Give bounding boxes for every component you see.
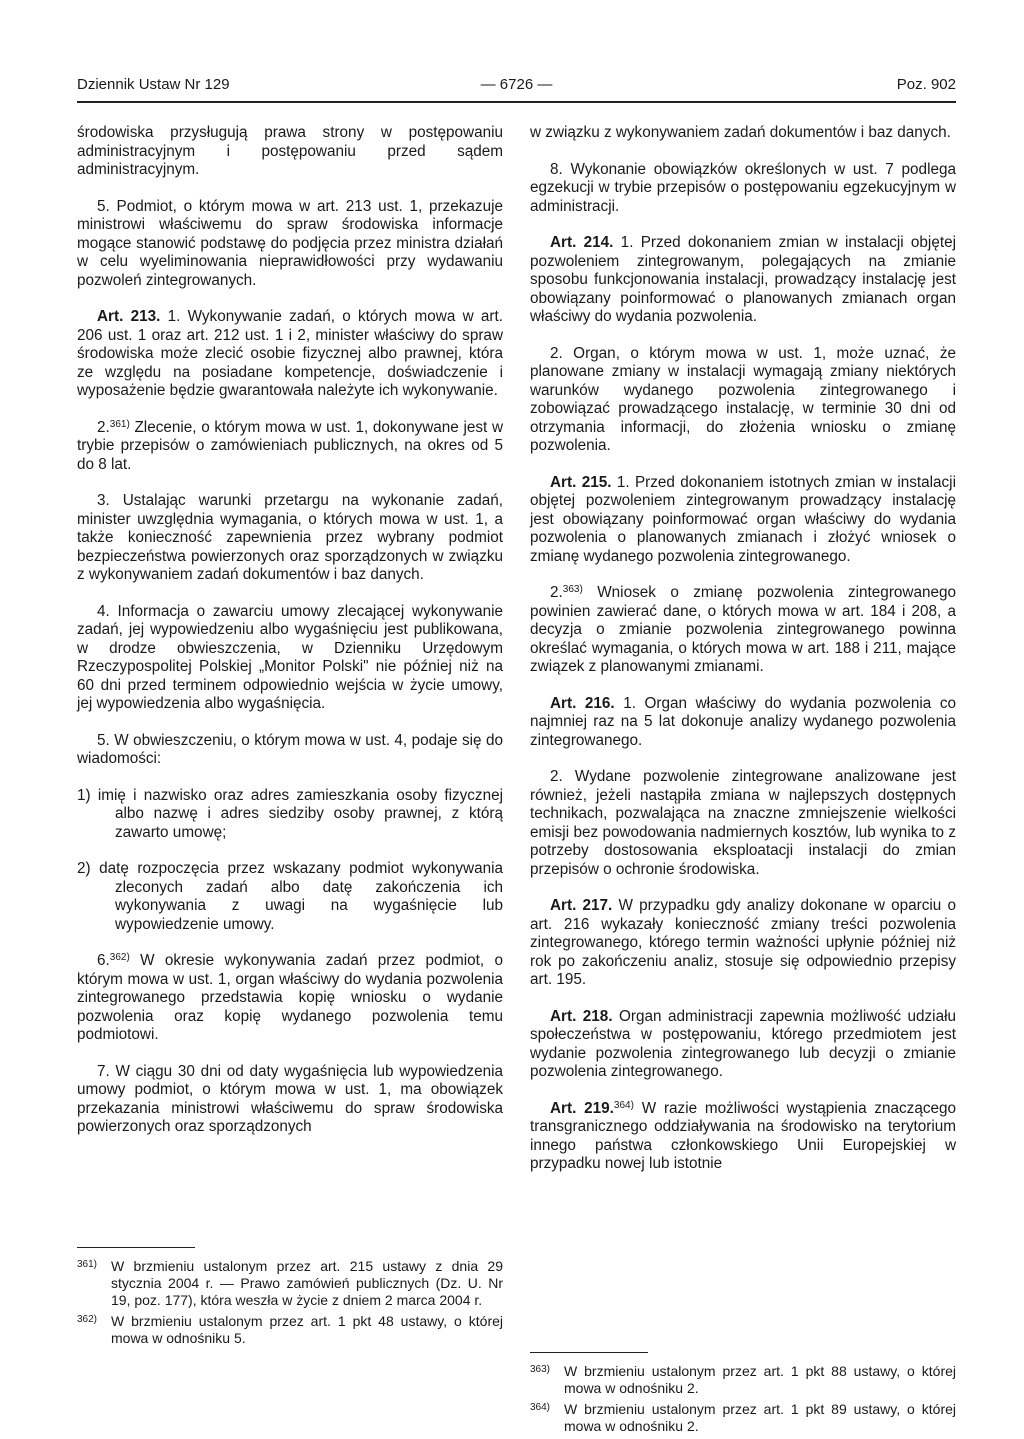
footnote — [77, 1258, 503, 1309]
article-text: 1. Organ właściwy do wydania pozwolenia co najmniej raz na 5 lat dokonuje analizy wydanego pozwolenia zintegrowanego. — [530, 694, 956, 749]
article-214 — [530, 234, 956, 327]
paragraph — [77, 952, 503, 1045]
article-label: Art. 216. — [550, 694, 615, 712]
paragraph: 8. Wykonanie obowiązków określonych w ust. 7 podlega egzekucji w trybie przepisów o postępowaniu egzekucyjnym w administracji. — [530, 160, 956, 215]
journal-title: Dziennik Ustaw Nr 129 — [77, 76, 230, 93]
footnote-ref: 361) — [109, 418, 130, 430]
footnote — [530, 1363, 956, 1397]
paragraph: 2. Organ, o którym mowa w ust. 1, może uznać, że planowane zmiany w instalacji wymagają zmiany niektórych warunków wydanego pozwolenia zintegrowanego i zobowiązać prowadzącego instalację, w terminie 30 dni od otrzymania informacji, do złożenia wniosku o zmianę pozwolenia. — [530, 344, 956, 454]
article-text: W razie możliwości wystąpienia znaczącego transgranicznego oddziaływania na środowisko na terytorium innego państwa członkowskiego Unii Europejskiej w przypadku nowej lub istotnie — [530, 1099, 957, 1172]
paragraph-number: 6. — [97, 952, 110, 969]
paragraph: 2. Wydane pozwolenie zintegrowane analizowane jest również, jeżeli nastąpiła zmiana w najlepszych dostępnych technikach, pozwalająca na znaczne zmniejszenie wielkości emisji bez powodowania nadmiernych kosztów, lub wynika to z potrzeby dostosowania eksploatacji instalacji do zmian przepisów o ochronie środowiska. — [530, 768, 956, 878]
article-216 — [530, 695, 956, 751]
header-rule — [77, 101, 956, 103]
article-219 — [530, 1100, 956, 1174]
footnote-number: 362) — [77, 1314, 98, 1325]
paragraph: 7. W ciągu 30 dni od daty wygaśnięcia lub wypowiedzenia umowy podmiot, o którym mowa w ust. 1, ma obowiązek przekazania ministrowi właściwemu do spraw środowiska powierzonych oraz sporządzonych — [77, 1062, 503, 1135]
footnote-number: 364) — [530, 1402, 551, 1413]
page-number: — 6726 — — [480, 76, 553, 93]
paragraph-text: W okresie wykonywania zadań przez podmiot, o którym mowa w ust. 1, organ właściwy do wydania pozwolenia zintegrowanego przedstawia kopię wniosku o wydanie pozwolenia oraz kopię wydanego pozwolenia temu podmiotowi. — [77, 952, 503, 1043]
paragraph: 5. W obwieszczeniu, o którym mowa w ust. 4, podaje się do wiadomości: — [77, 731, 503, 767]
footnote-rule — [530, 1352, 648, 1353]
footnotes-right — [530, 1352, 956, 1439]
paragraph-number: 2. — [550, 584, 563, 601]
article-label: Art. 215. — [550, 473, 612, 491]
footnote-ref: 363) — [562, 584, 583, 595]
article-text: 1. Wykonywanie zadań, o których mowa w art. 206 ust. 1 oraz art. 212 ust. 1 i 2, minister właściwy do spraw środowiska może zlecić osobie fizycznej albo prawnej, która ze względu na posiadane kompetencje, doświadczenie i wyposażenie będzie gwarantowała należyte ich wykonywanie. — [77, 308, 503, 399]
footnote-text: W brzmieniu ustalonym przez art. 1 pkt 48 ustawy, o której mowa w odnośniku 5. — [111, 1313, 503, 1346]
list-item: 2) datę rozpoczęcia przez wskazany podmiot wykonywania zleconych zadań albo datę zakończenia ich wykonywania z uwagi na wygaśnięcie lub wypowiedzenie umowy. — [77, 860, 503, 933]
right-column — [530, 124, 956, 1192]
article-218 — [530, 1008, 956, 1082]
article-label: Art. 219. — [550, 1099, 614, 1117]
footnote-number: 363) — [530, 1364, 551, 1375]
article-text: W przypadku gdy analizy dokonane w oparciu o art. 216 wykazały konieczność zmiany treści pozwolenia zintegrowanego, którego termin ważności upłynie później niż rok po zakończeniu analiz, stosuje się odpowiednio przepisy art. 195. — [530, 897, 957, 988]
paragraph — [77, 419, 503, 475]
article-text: 1. Przed dokonaniem istotnych zmian w instalacji objętej pozwoleniem zintegrowanym prowadzący instalację jest obowiązany poinformować organ właściwy do wydania pozwolenia o planowanych zmianach i złożyć wniosek o zmianę wydanego pozwolenia zintegrowanego. — [530, 473, 956, 565]
position-number: Poz. 902 — [896, 76, 956, 93]
paragraph — [530, 584, 956, 677]
page-header — [77, 76, 956, 100]
paragraph-text: Zlecenie, o którym mowa w ust. 1, dokonywane jest w trybie przepisów o zamówieniach publicznych, na okres od 5 do 8 lat. — [77, 418, 503, 473]
footnote-rule — [77, 1247, 195, 1248]
paragraph: środowiska przysługują prawa strony w postępowaniu administracyjnym i postępowaniu przed sądem administracyjnym. — [77, 124, 503, 178]
footnote-ref: 362) — [109, 952, 130, 963]
list-item: 1) imię i nazwisko oraz adres zamieszkania osoby fizycznej albo nazwę i adres siedziby osoby prawnej, z którą zawarto umowę; — [77, 786, 503, 841]
paragraph: w związku z wykonywaniem zadań dokumentów i baz danych. — [530, 124, 951, 141]
footnote-number: 361) — [77, 1259, 98, 1270]
article-text: Organ administracji zapewnia możliwość udziału społeczeństwa w postępowaniu, którego przedmiotem jest wydanie pozwolenia zintegrowanego lub decyzji o zmianie pozwolenia zintegrowanego. — [530, 1007, 956, 1080]
footnote-ref: 364) — [613, 1099, 634, 1111]
article-215 — [530, 474, 956, 567]
article-label: Art. 214. — [550, 234, 614, 251]
paragraph: 5. Podmiot, o którym mowa w art. 213 ust. 1, przekazuje ministrowi właściwemu do spraw środowiska informacje mogące stanowić podstawę do podjęcia przez ministra działań w celu wyeliminowania nieprawidłowości przy wydawaniu pozwoleń zintegrowanych. — [77, 197, 503, 289]
article-text: 1. Przed dokonaniem zmian w instalacji objętej pozwoleniem zintegrowanym, polegających na zmianie sposobu funkcjonowania instalacji, prowadzący instalację jest obowiązany poinformować o planowanych zmianach organ właściwy do wydania pozwolenia. — [530, 234, 956, 325]
footnote — [77, 1313, 503, 1347]
article-213 — [77, 308, 503, 401]
paragraph: 3. Ustalając warunki przetargu na wykonanie zadań, minister uwzględnia wymagania, o których mowa w ust. 1, a także konieczność zapewnienia przez wybrany podmiot bezpieczeństwa powierzonych oraz sporządzonych w związku z wykonywaniem zadań dokumentów i baz danych. — [77, 492, 503, 583]
article-label: Art. 213. — [97, 308, 161, 325]
article-label: Art. 218. — [550, 1007, 613, 1025]
paragraph: 4. Informacja o zawarciu umowy zlecającej wykonywanie zadań, jej wypowiedzeniu albo wygaśnięciu jest publikowana, w drodze obwieszczenia, w Dzienniku Urzędowym Rzeczypospolitej Polskiej „Monitor Polski" nie później niż na 60 dni przed terminem odpowiednio wejścia w życie umowy, jej wypowiedzenia albo wygaśnięcia. — [77, 602, 503, 712]
footnote-text: W brzmieniu ustalonym przez art. 1 pkt 88 ustawy, o której mowa w odnośniku 2. — [564, 1363, 956, 1396]
footnote-text: W brzmieniu ustalonym przez art. 1 pkt 89 ustawy, o której mowa w odnośniku 2. — [564, 1401, 956, 1434]
footnotes-left — [77, 1247, 503, 1351]
paragraph-number: 2. — [97, 418, 110, 436]
left-column — [77, 124, 503, 1155]
footnote-text: W brzmieniu ustalonym przez art. 215 ustawy z dnia 29 stycznia 2004 r. — Prawo zamówień publicznych (Dz. U. Nr 19, poz. 177), która weszła w życie z dniem 2 marca 2004 r. — [111, 1258, 503, 1308]
paragraph-text: Wniosek o zmianę pozwolenia zintegrowanego powinien zawierać dane, o których mowa w art. 184 i 208, a decyzja o zmianie pozwolenia zintegrowanego powinna określać wymagania, o których mowa w art. 188 i 211, mające związek z planowanymi zmianami. — [530, 584, 956, 675]
article-217 — [530, 897, 956, 990]
article-label: Art. 217. — [550, 897, 613, 914]
